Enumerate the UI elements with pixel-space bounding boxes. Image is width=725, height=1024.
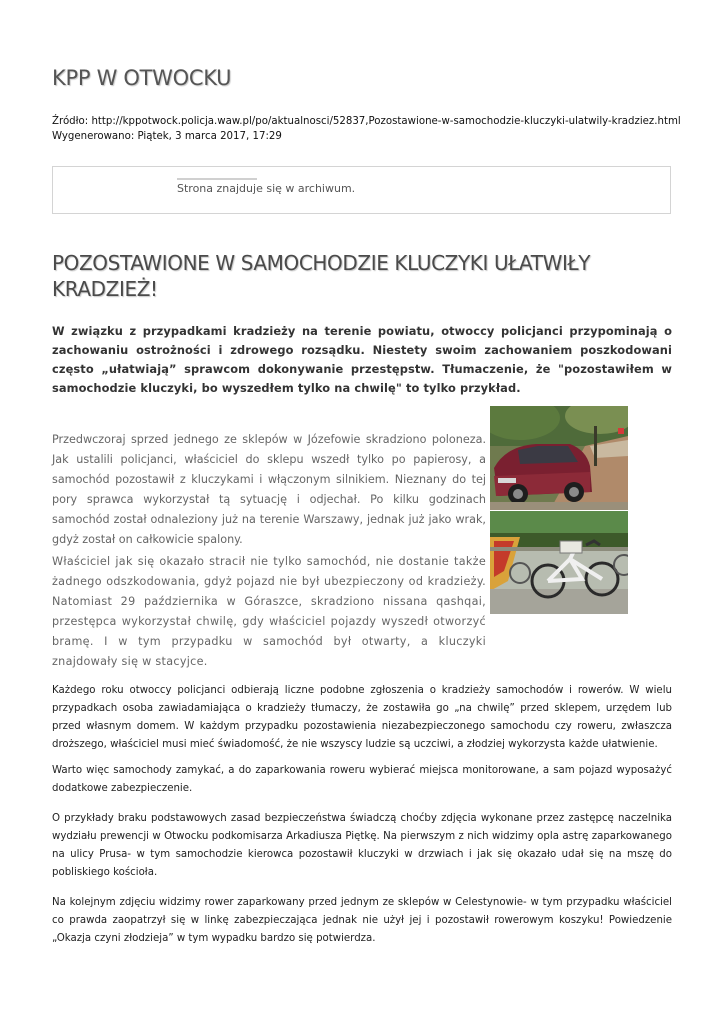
article-paragraph: Właściciel jak się okazało stracił nie tylko samochód, nie dostanie także żadnego odszkodowania, gdyż pojazd nie był ubezpieczony od kradzieży. Natomiast 29 października w Góraszce, skradziono nissana qashqai, przestępca wykorzystał chwilę, gdy właściciel pojazdy wyszedł otworzyć bramę. I w tym przypadku w samochód był otwarty, a kluczyki znajdowały się w stacyjce. bbox=[52, 555, 486, 668]
article-lead: W związku z przypadkami kradzieży na terenie powiatu, otwoccy policjanci przypominają o zachowaniu ostrożności i zdrowego rozsądku. Niestety swoim zachowaniem poszkodowani często „ułatwiają” sprawcom dokonywanie przestępstw. Tłumaczenie, że "pozostawiłem w samochodzie kluczyki, bo wyszedłem tylko na chwilę" to tylko przykład. bbox=[52, 324, 672, 395]
article-paragraph: Na kolejnym zdjęciu widzimy rower zaparkowany przed jednym ze sklepów w Celestynowie- w tym przypadku właściciel co prawda zaopatrzył się w linkę zabezpieczająca jednak nie użył jej i pozostawił rowerowym koszyku! Powiedzenie „Okazja czyni złodzieja” w tym wypadku bardzo się potwierdza. bbox=[52, 897, 672, 944]
archive-notice-box bbox=[52, 166, 671, 214]
document-meta bbox=[52, 114, 692, 144]
source-url-line[interactable]: Źródło: http://kppotwock.policja.waw.pl/po/aktualnosci/52837,Pozostawione-w-samochodzie-kluczyki-ulatwily-kradziez.html bbox=[52, 116, 681, 127]
archive-notice-text: Strona znajduje się w archiwum. bbox=[177, 182, 356, 195]
bike-photo-image bbox=[490, 511, 628, 614]
generated-date-line: Wygenerowano: Piątek, 3 marca 2017, 17:29 bbox=[52, 131, 282, 142]
article-paragraph: Przedwczoraj sprzed jednego ze sklepów w Józefowie skradziono poloneza. Jak ustalili policjanci, właściciel do sklepu wszedł tylko po papierosy, a samochód pozostawił z kluczykami i włączonym silnikiem. Nieznany do tej pory sprawca wykorzystał tą sytuację i odjechał. Po kilku godzinach samochód został odnaleziony już na terenie Warszawy, jednak już jako wrak, gdyż został on całkowicie spalony. bbox=[52, 433, 486, 546]
car-photo[interactable] bbox=[490, 406, 628, 510]
article-title: POZOSTAWIONE W SAMOCHODZIE KLUCZYKI UŁATWIŁY KRADZIEŻ! bbox=[52, 251, 591, 301]
car-photo-image bbox=[490, 406, 628, 510]
archive-divider bbox=[177, 178, 257, 180]
article-paragraph: Każdego roku otwoccy policjanci odbierają liczne podobne zgłoszenia o kradzieży samochodów i rowerów. W wielu przypadkach osoba zawiadamiająca o kradzieży tłumaczy, że zostawiła go „na chwilę” przed sklepem, urzędem lub przed własnym domem. W każdym przypadku pozostawienia niezabezpieczonego samochodu czy roweru, zwłaszcza droższego, właściciel musi mieć świadomość, że nie wszyscy ludzie są uczciwi, a złodziej wykorzysta każde ułatwienie. bbox=[52, 685, 672, 750]
bike-photo[interactable] bbox=[490, 511, 628, 614]
article-paragraph: O przykłady braku podstawowych zasad bezpieczeństwa świadczą choćby zdjęcia wykonane przez zastępcę naczelnika wydziału prewencji w Otwocku podkomisarza Arkadiusza Piętkę. Na pierwszym z nich widzimy opla astrę zaparkowanego na ulicy Prusa- w tym samochodzie kierowca pozostawił kluczyki w drzwiach i jak się okazało udał się na mszę do pobliskiego kościoła. bbox=[52, 813, 672, 878]
site-title: KPP W OTWOCKU bbox=[52, 66, 232, 90]
article-paragraph: Warto więc samochody zamykać, a do zaparkowania roweru wybierać miejsca monitorowane, a sam pojazd wyposażyć dodatkowe zabezpieczenie. bbox=[52, 765, 672, 794]
